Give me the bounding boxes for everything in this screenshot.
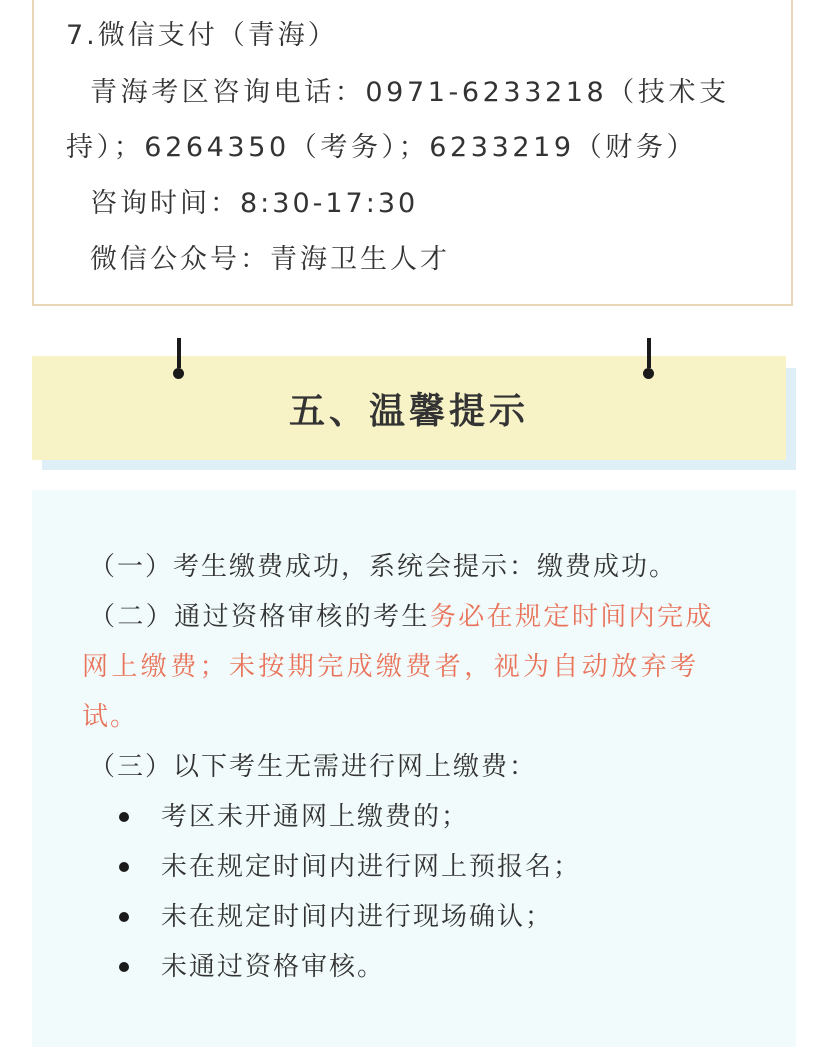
bullet-item-3: 未在规定时间内进行现场确认； [161, 902, 554, 932]
consult-phone-line-2: 持）；6264350（考务）；6233219（财务） [66, 132, 698, 163]
hanger-dot-right [643, 368, 654, 379]
payment-method-heading: 7.微信支付（青海） [66, 20, 338, 51]
section-title: 五、温馨提示 [288, 390, 529, 432]
tip-3: （三）以下考生无需进行网上缴费： [89, 752, 538, 782]
hanger-line-left [177, 338, 181, 368]
tip-2-line-1 [89, 600, 714, 634]
bullet-dot [119, 962, 129, 972]
bullet-item-4: 未通过资格审核。 [161, 952, 386, 982]
hanger-dot-left [173, 368, 184, 379]
tip-1: （一）考生缴费成功，系统会提示：缴费成功。 [89, 552, 678, 582]
tip-2-emphasis-c: 试。 [82, 702, 139, 732]
tip-2-prefix: （二）通过资格审核的考生 [89, 602, 430, 632]
consult-hours: 咨询时间：8:30-17:30 [90, 188, 419, 219]
wechat-account: 微信公众号：青海卫生人才 [90, 244, 450, 275]
contact-info-box [32, 0, 793, 306]
tips-box [32, 490, 796, 1047]
bullet-dot [119, 812, 129, 822]
section-header [32, 356, 786, 460]
hanger-line-right [647, 338, 651, 368]
consult-phone-line-1: 青海考区咨询电话：0971-6233218（技术支 [90, 77, 730, 108]
tip-2-emphasis-a: 务必在规定时间内完成 [429, 602, 714, 632]
bullet-item-2: 未在规定时间内进行网上预报名； [161, 852, 582, 882]
bullet-dot [119, 862, 129, 872]
bullet-dot [119, 912, 129, 922]
tip-2-emphasis-b: 网上缴费；未按期完成缴费者，视为自动放弃考 [82, 652, 700, 682]
bullet-item-1: 考区未开通网上缴费的； [161, 802, 470, 832]
